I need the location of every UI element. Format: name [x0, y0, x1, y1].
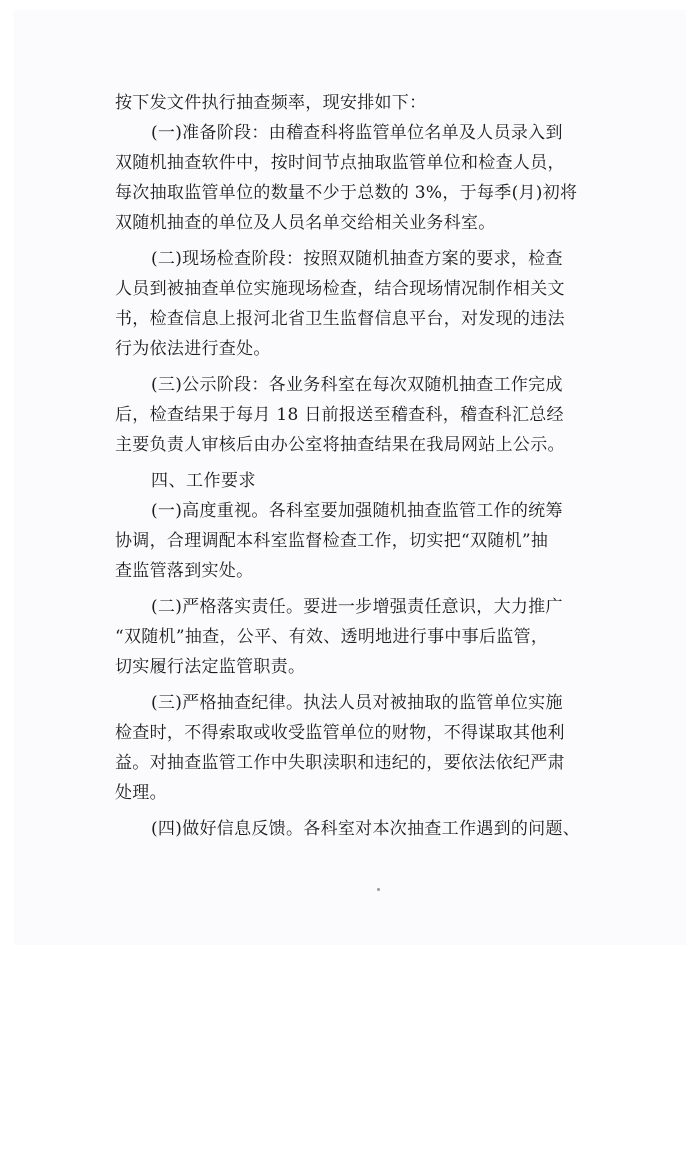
paragraph-line: 查监管落到实处。: [115, 561, 254, 581]
paragraph-line: 主要负责人审核后由办公室将抽查结果在我局网站上公示。: [115, 435, 565, 455]
paragraph-line: 行为依法进行查处。: [115, 339, 271, 359]
paragraph-line: 按下发文件执行抽查频率，现安排如下：: [115, 93, 427, 113]
paragraph-line: 人员到被抽查单位实施现场检查，结合现场情况制作相关文: [115, 279, 565, 299]
paragraph-line: 书，检查信息上报河北省卫生监督信息平台，对发现的违法: [115, 309, 565, 329]
paragraph-line: 检查时，不得索取或收受监管单位的财物，不得谋取其他利: [115, 723, 565, 743]
paragraph-line: 切实履行法定监管职责。: [115, 657, 306, 677]
scan-speck: [377, 888, 380, 891]
paragraph-line: “双随机”抽查，公平、有效、透明地进行事中事后监管，: [115, 627, 549, 647]
paragraph-line: 后，检查结果于每月 18 日前报送至稽查科，稽查科汇总经: [115, 405, 564, 425]
paragraph-line: 双随机抽查软件中，按时间节点抽取监管单位和检查人员，: [115, 153, 565, 173]
section-1-title-line: (一)准备阶段：由稽查科将监管单位名单及人员录入到: [151, 123, 563, 143]
section-2-title-line: (二)现场检查阶段：按照双随机抽查方案的要求，检查: [151, 249, 563, 269]
requirement-3-line: (三)严格抽查纪律。执法人员对被抽取的监管单位实施: [151, 693, 563, 713]
paragraph-line: 益。对抽查监管工作中失职渎职和违纪的，要依法依纪严肃: [115, 753, 565, 773]
document-body: [115, 88, 590, 844]
requirement-2-line: (二)严格落实责任。要进一步增强责任意识，大力推广: [151, 597, 563, 617]
requirement-1-line: (一)高度重视。各科室要加强随机抽查监管工作的统筹: [151, 501, 563, 521]
section-3-title-line: (三)公示阶段：各业务科室在每次双随机抽查工作完成: [151, 375, 563, 395]
section-heading: 四、工作要求: [151, 471, 256, 491]
paragraph-line: 双随机抽查的单位及人员名单交给相关业务科室。: [115, 213, 496, 233]
paragraph-line: 每次抽取监管单位的数量不少于总数的 3%，于每季(月)初将: [115, 183, 578, 203]
paragraph-line: 协调，合理调配本科室监督检查工作，切实把“双随机”抽: [115, 531, 549, 551]
requirement-4-line: (四)做好信息反馈。各科室对本次抽查工作遇到的问题、: [151, 819, 581, 839]
paragraph-line: 处理。: [115, 783, 167, 803]
